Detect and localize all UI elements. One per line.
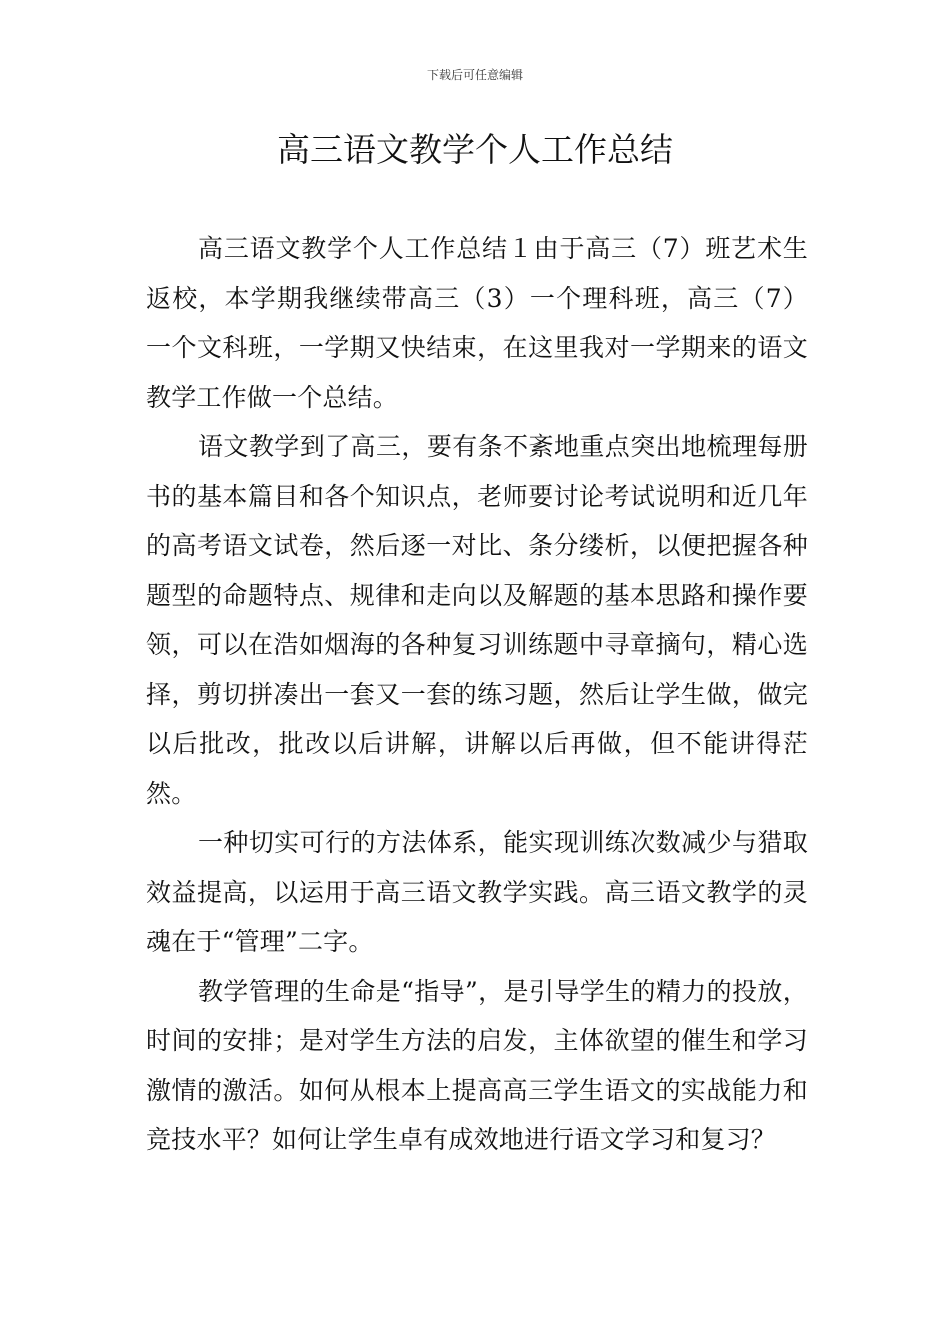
document-body xyxy=(146,224,808,1165)
document-title: 高三语文教学个人工作总结 xyxy=(277,130,673,169)
paragraph-3: 一种切实可行的方法体系，能实现训练次数减少与猎取效益提高，以运用于高三语文教学实践。高三语文教学的灵魂在于“管理”二字。 xyxy=(146,828,808,956)
paragraph-2: 语文教学到了高三，要有条不紊地重点突出地梳理每册书的基本篇目和各个知识点，老师要讨论考试说明和近几年的高考语文试卷，然后逐一对比、条分缕析，以便把握各种题型的命题特点、规律和走向以及解题的基本思路和操作要领，可以在浩如烟海的各种复习训练题中寻章摘句，精心选择，剪切拼凑出一套又一套的练习题，然后让学生做，做完以后批改，批改以后讲解，讲解以后再做，但不能讲得茫然。 xyxy=(146,432,808,808)
paragraph-1: 高三语文教学个人工作总结１由于高三（7）班艺术生返校，本学期我继续带高三（3）一个理科班，高三（7）一个文科班，一学期又快结束，在这里我对一学期来的语文教学工作做一个总结。 xyxy=(146,234,808,412)
header-note: 下载后可任意编辑 xyxy=(426,68,523,82)
paragraph-4: 教学管理的生命是“指导”，是引导学生的精力的投放，时间的安排；是对学生方法的启发，主体欲望的催生和学习激情的激活。如何从根本上提高高三学生语文的实战能力和竞技水平？如何让学生卓有成效地进行语文学习和复习？ xyxy=(146,976,808,1154)
